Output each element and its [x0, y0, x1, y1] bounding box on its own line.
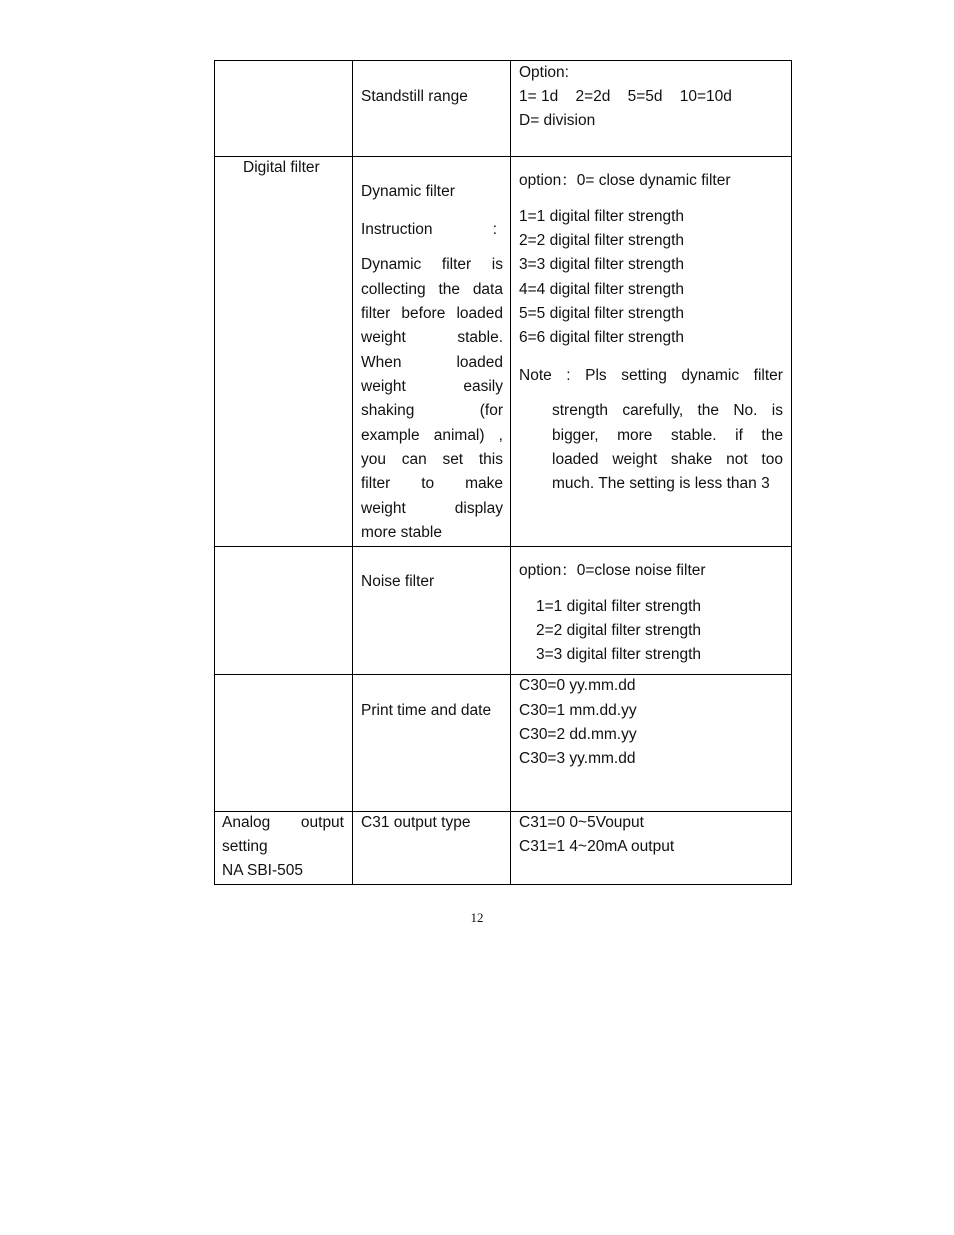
word: data — [472, 281, 503, 298]
text-line — [361, 302, 503, 326]
word: setting — [621, 367, 667, 384]
text-line — [552, 472, 783, 496]
word: weight — [361, 378, 406, 395]
word: you — [361, 451, 386, 468]
print-time-format: C30=0 yy.mm.dd — [519, 677, 636, 694]
text-line — [519, 364, 783, 388]
noise-filter-level: 3=3 digital filter strength — [536, 646, 701, 663]
word: loaded — [456, 305, 503, 322]
word: : — [566, 367, 571, 384]
dynamic-filter-level: 3=3 digital filter strength — [519, 256, 684, 273]
word: set — [442, 451, 464, 468]
word: (for — [479, 402, 503, 419]
word: shaking — [361, 402, 415, 419]
word: stable. — [670, 427, 717, 444]
word: : — [492, 221, 497, 238]
standstill-option-line: 1= 1d 2=2d 5=5d 10=10d — [519, 88, 732, 105]
word: not — [726, 451, 748, 468]
word: strength — [552, 402, 609, 419]
word: filter — [361, 305, 391, 322]
print-time-format: C30=2 dd.mm.yy — [519, 726, 637, 743]
output-type-label: C31 output type — [361, 814, 471, 831]
page-number: 12 — [470, 910, 484, 925]
analog-output-heading-line: setting — [222, 838, 268, 855]
table-rule — [214, 546, 792, 547]
word: carefully, — [622, 402, 684, 419]
text-line — [361, 218, 497, 242]
text-line — [361, 497, 503, 521]
text-line — [361, 399, 503, 423]
word: can — [401, 451, 427, 468]
noise-filter-level: 2=2 digital filter strength — [536, 622, 701, 639]
text-line — [552, 424, 783, 448]
text-line — [361, 253, 503, 277]
word: more stable — [361, 524, 442, 541]
standstill-range-label: Standstill range — [361, 88, 468, 105]
word: the — [438, 281, 460, 298]
word: is — [771, 402, 783, 419]
text-line — [361, 375, 503, 399]
text-line — [361, 448, 503, 472]
word: Note — [519, 367, 552, 384]
word: is — [491, 256, 503, 273]
word: , — [498, 427, 503, 444]
word: dynamic — [681, 367, 740, 384]
table-rule — [510, 60, 511, 885]
noise-filter-option: option：0=close noise filter — [519, 562, 706, 579]
word: too — [761, 451, 783, 468]
analog-word: Analog — [222, 814, 271, 831]
print-time-label: Print time and date — [361, 702, 492, 719]
digital-filter-heading: Digital filter — [243, 159, 320, 176]
word: weight — [612, 451, 658, 468]
output-type-option: C31=1 4~20mA output — [519, 838, 675, 855]
word: filter — [361, 475, 391, 492]
dynamic-filter-level: 6=6 digital filter strength — [519, 329, 684, 346]
dynamic-filter-level: 2=2 digital filter strength — [519, 232, 684, 249]
table-rule — [214, 60, 792, 61]
word: this — [478, 451, 503, 468]
word: make — [465, 475, 503, 492]
word: weight — [361, 329, 406, 346]
word: filter — [753, 367, 783, 384]
word: if — [735, 427, 743, 444]
dynamic-filter-option: option：0= close dynamic filter — [519, 172, 731, 189]
standstill-option-line: Option: — [519, 64, 569, 81]
text-line — [361, 326, 503, 350]
dynamic-filter-level: 5=5 digital filter strength — [519, 305, 684, 322]
text-line — [361, 424, 503, 448]
word: example — [361, 427, 420, 444]
print-time-format: C30=3 yy.mm.dd — [519, 750, 636, 767]
word: display — [454, 500, 503, 517]
text-line — [361, 351, 503, 375]
word: before — [401, 305, 446, 322]
word: collecting — [361, 281, 426, 298]
word: weight — [361, 500, 406, 517]
text-line — [552, 399, 783, 423]
word: more — [617, 427, 653, 444]
word: filter — [441, 256, 472, 273]
table-rule — [214, 884, 792, 885]
table-rule — [214, 674, 792, 675]
word: loaded — [456, 354, 503, 371]
noise-filter-level: 1=1 digital filter strength — [536, 598, 701, 615]
analog-output-heading — [222, 811, 344, 835]
table-rule — [214, 60, 215, 885]
table-rule — [791, 60, 792, 885]
text-line — [361, 278, 503, 302]
dynamic-filter-level: 1=1 digital filter strength — [519, 208, 684, 225]
word: shake — [670, 451, 713, 468]
word: the — [697, 402, 720, 419]
word: When — [361, 354, 402, 371]
word: loaded — [552, 451, 599, 468]
word: easily — [463, 378, 503, 395]
standstill-option-line: D= division — [519, 112, 596, 129]
noise-filter-label: Noise filter — [361, 573, 435, 590]
table-rule — [352, 60, 353, 885]
word: to — [421, 475, 435, 492]
word: Dynamic — [361, 256, 422, 273]
word: Instruction — [361, 221, 433, 238]
analog-word: output — [300, 814, 344, 831]
word: stable. — [457, 329, 503, 346]
word: animal) — [433, 427, 485, 444]
print-time-format: C30=1 mm.dd.yy — [519, 702, 637, 719]
text-line — [552, 448, 783, 472]
analog-model-number: NA SBI-505 — [222, 862, 303, 879]
output-type-option: C31=0 0~5Vouput — [519, 814, 644, 831]
word: much. The setting is less than 3 — [552, 475, 770, 492]
word: the — [761, 427, 783, 444]
word: No. — [733, 402, 758, 419]
word: bigger, — [552, 427, 599, 444]
text-line — [361, 472, 503, 496]
dynamic-filter-label: Dynamic filter — [361, 183, 455, 200]
dynamic-filter-level: 4=4 digital filter strength — [519, 281, 684, 298]
text-line — [361, 521, 503, 545]
word: Pls — [585, 367, 607, 384]
